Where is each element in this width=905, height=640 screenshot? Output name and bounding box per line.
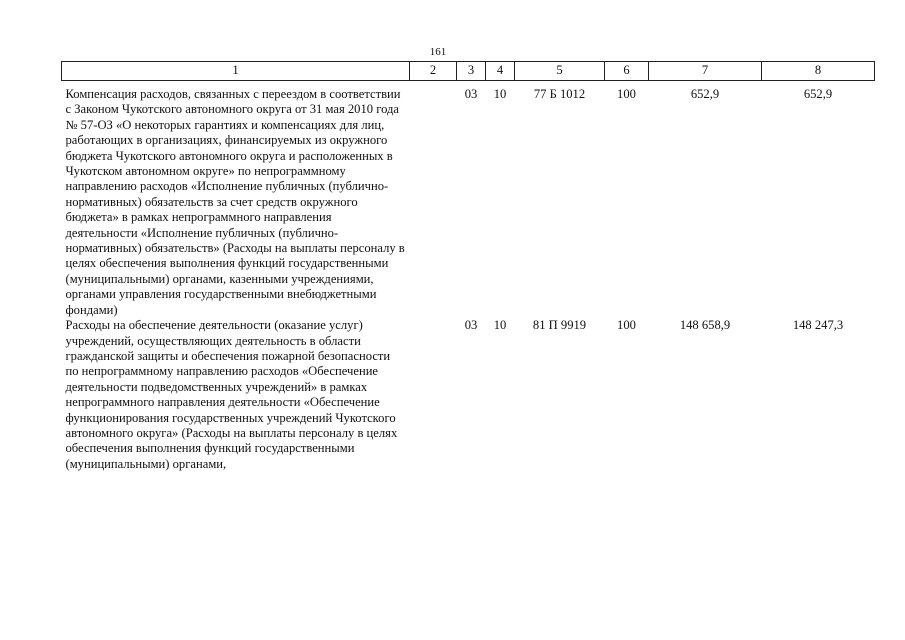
row-description: Расходы на обеспечение деятельности (оказание услуг) учреждений, осуществляющих деятельность в области гражданской защиты и обеспечения пожарной безопасности по непрограммному направлению расходов «Обеспечение деятельности подведомственных учреждений» в рамках непрограммного направления деятельности «Обеспечение функционирования государственных учреждений Чукотского автономного округа» (Расходы на выплаты персоналу в целях обеспечения выполнения функций государственными (муниципальными) органами,: [65, 318, 398, 471]
table-row: [62, 81, 875, 319]
row-col-7: 652,9: [690, 87, 720, 101]
row-col-8: 652,9: [803, 87, 833, 101]
header-cell-1: 1: [62, 62, 410, 81]
header-cell-6: 6: [605, 62, 649, 81]
header-row: [62, 62, 875, 81]
budget-table: [61, 61, 875, 472]
header-cell-5: 5: [515, 62, 605, 81]
row-col-3: 03: [464, 87, 478, 101]
header-cell-4: 4: [486, 62, 515, 81]
row-col-4: 10: [493, 87, 507, 101]
row-col-6: 100: [617, 87, 636, 101]
row-col-7: 148 658,9: [679, 318, 731, 333]
row-col-2: [410, 81, 457, 319]
header-cell-3: 3: [457, 62, 486, 81]
header-cell-7: 7: [649, 62, 762, 81]
row-col-2: [410, 318, 457, 472]
header-cell-8: 8: [762, 62, 875, 81]
page-number: 161: [429, 46, 447, 58]
table-row: [62, 318, 875, 472]
row-col-8: 148 247,3: [792, 318, 844, 333]
header-cell-2: 2: [410, 62, 457, 81]
row-col-4: 10: [493, 318, 507, 333]
row-col-3: 03: [464, 318, 478, 333]
row-col-5: 81 П 9919: [532, 318, 587, 333]
row-col-5: 77 Б 1012: [533, 87, 586, 101]
row-description: Компенсация расходов, связанных с переездом в соответствии с Законом Чукотского автономного округа от 31 мая 2010 года № 57-ОЗ «О некоторых гарантиях и компенсациях для лиц, работающих в организациях, финансируемых из окружного бюджета Чукотского автономного округа и расположенных в Чукотском автономном округе» по непрограммному направлению расходов «Исполнение публичных (публично-нормативных) обязательств за счет средств окружного бюджета» в рамках непрограммного направления деятельности «Исполнение публичных (публично-нормативных) обязательств» (Расходы на выплаты персоналу в целях обеспечения выполнения функций государственными (муниципальными) органами, казенными учреждениями, органами управления государственными внебюджетными фондами): [65, 87, 405, 317]
row-col-6: 100: [617, 318, 636, 333]
